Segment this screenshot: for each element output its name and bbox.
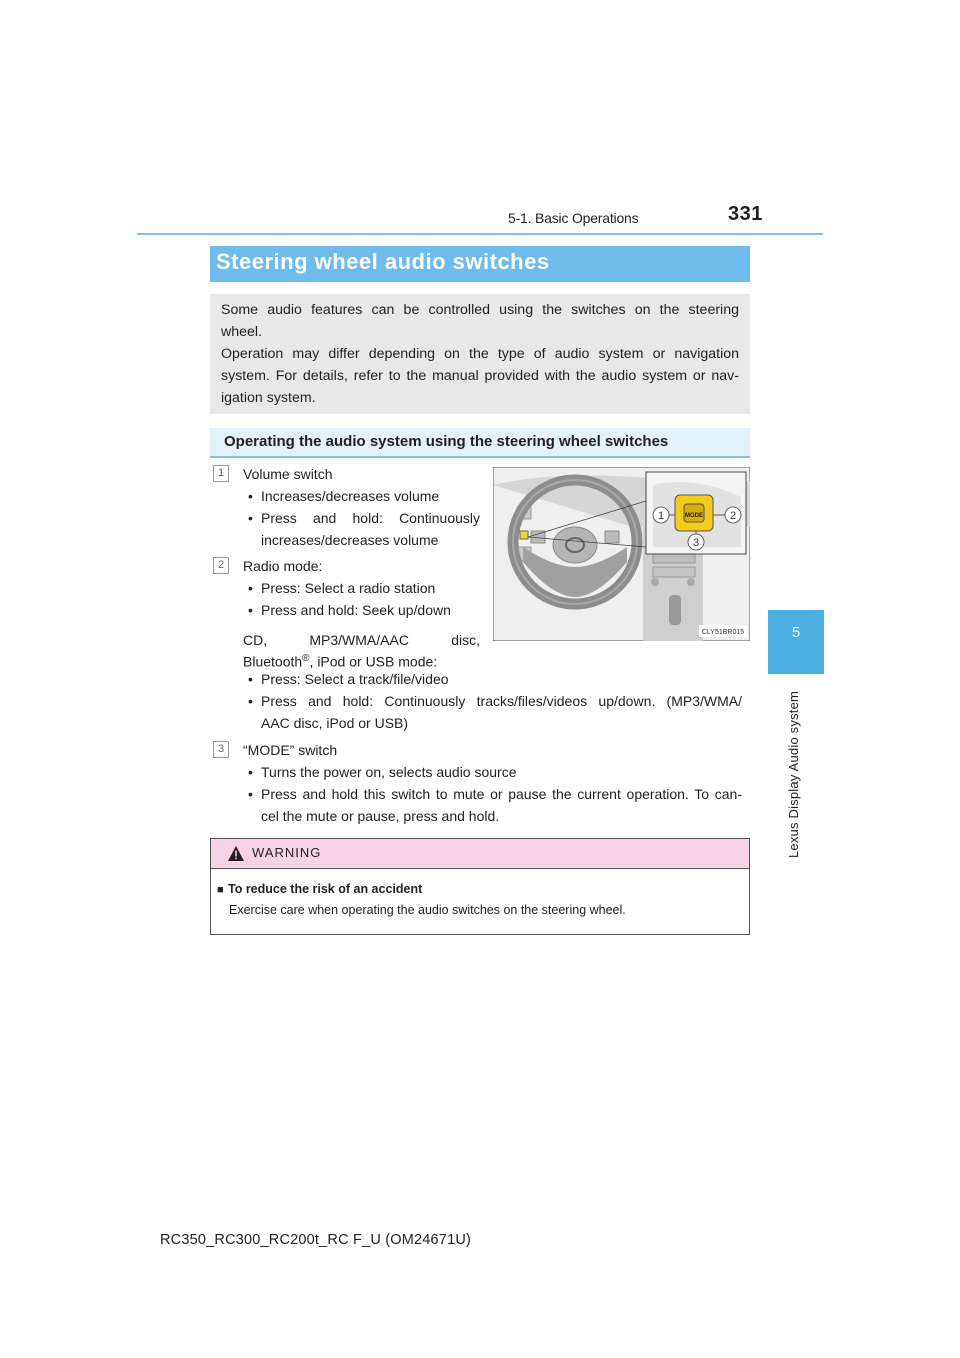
square-bullet-icon: ■ <box>217 884 224 896</box>
item-number-3: 3 <box>213 741 229 758</box>
footer-code: RC350_RC300_RC200t_RC F_U (OM24671U) <box>160 1232 472 1248</box>
callout-3: 3 <box>692 537 700 549</box>
item-2-bullet: • Press and hold: Seek up/down <box>248 602 451 618</box>
intro-line: Some audio features can be controlled using the switches on the steering <box>221 302 739 318</box>
item-2-bullet: • Press and hold: Continuously tracks/files/videos up/down. (MP3/WMA/ <box>248 693 742 709</box>
section-title: 5-1. Basic Operations <box>508 210 639 226</box>
subheading: Operating the audio system using the steering wheel switches <box>224 433 669 450</box>
figure-code: CLY51BR015 <box>701 629 745 636</box>
intro-line: igation system. <box>221 390 316 406</box>
chapter-tab-label: Lexus Display Audio system <box>786 690 801 858</box>
item-2-title: Radio mode: <box>243 558 323 574</box>
warning-title: WARNING <box>252 845 322 860</box>
page-title: Steering wheel audio switches <box>216 249 550 274</box>
warning-body: Exercise care when operating the audio switches on the steering wheel. <box>229 903 626 917</box>
steering-wheel-figure <box>493 467 750 641</box>
page-number: 331 <box>728 203 763 225</box>
intro-line: system. For details, refer to the manual provided with the audio system or nav- <box>221 368 739 384</box>
item-2-bullet-continued: AAC disc, iPod or USB) <box>261 715 409 731</box>
item-2-title-2b: Bluetooth®, iPod or USB mode: <box>243 653 438 670</box>
warning-heading: To reduce the risk of an accident <box>228 882 423 896</box>
item-3-bullet: • Turns the power on, selects audio source <box>248 764 517 780</box>
mode-button-label: MODE <box>685 513 703 519</box>
header-rule <box>137 233 823 235</box>
callout-1: 1 <box>657 510 665 522</box>
item-1-title: Volume switch <box>243 466 333 482</box>
item-1-bullet-continued: increases/decreases volume <box>261 532 439 548</box>
item-number-1: 1 <box>213 465 229 482</box>
intro-line: Operation may differ depending on the type of audio system or navigation <box>221 346 739 362</box>
item-3-title: “MODE” switch <box>243 742 338 758</box>
item-1-bullet: • Press and hold: Continuously <box>248 510 480 526</box>
intro-text <box>221 299 739 409</box>
chapter-tab <box>768 610 824 674</box>
intro-line: wheel. <box>221 324 263 340</box>
item-3-bullet-continued: cel the mute or pause, press and hold. <box>261 808 500 824</box>
callout-2: 2 <box>729 510 737 522</box>
item-2-bullet: • Press: Select a radio station <box>248 580 436 596</box>
item-number-2: 2 <box>213 557 229 574</box>
chapter-tab-number: 5 <box>791 624 801 641</box>
item-1-bullet: • Increases/decreases volume <box>248 488 440 504</box>
warning-icon <box>228 846 244 861</box>
item-2-bullet: • Press: Select a track/file/video <box>248 671 449 687</box>
item-3-bullet: • Press and hold this switch to mute or pause the current operation. To can- <box>248 786 742 802</box>
item-2-title-2: CD, MP3/WMA/AAC disc, <box>243 632 480 648</box>
